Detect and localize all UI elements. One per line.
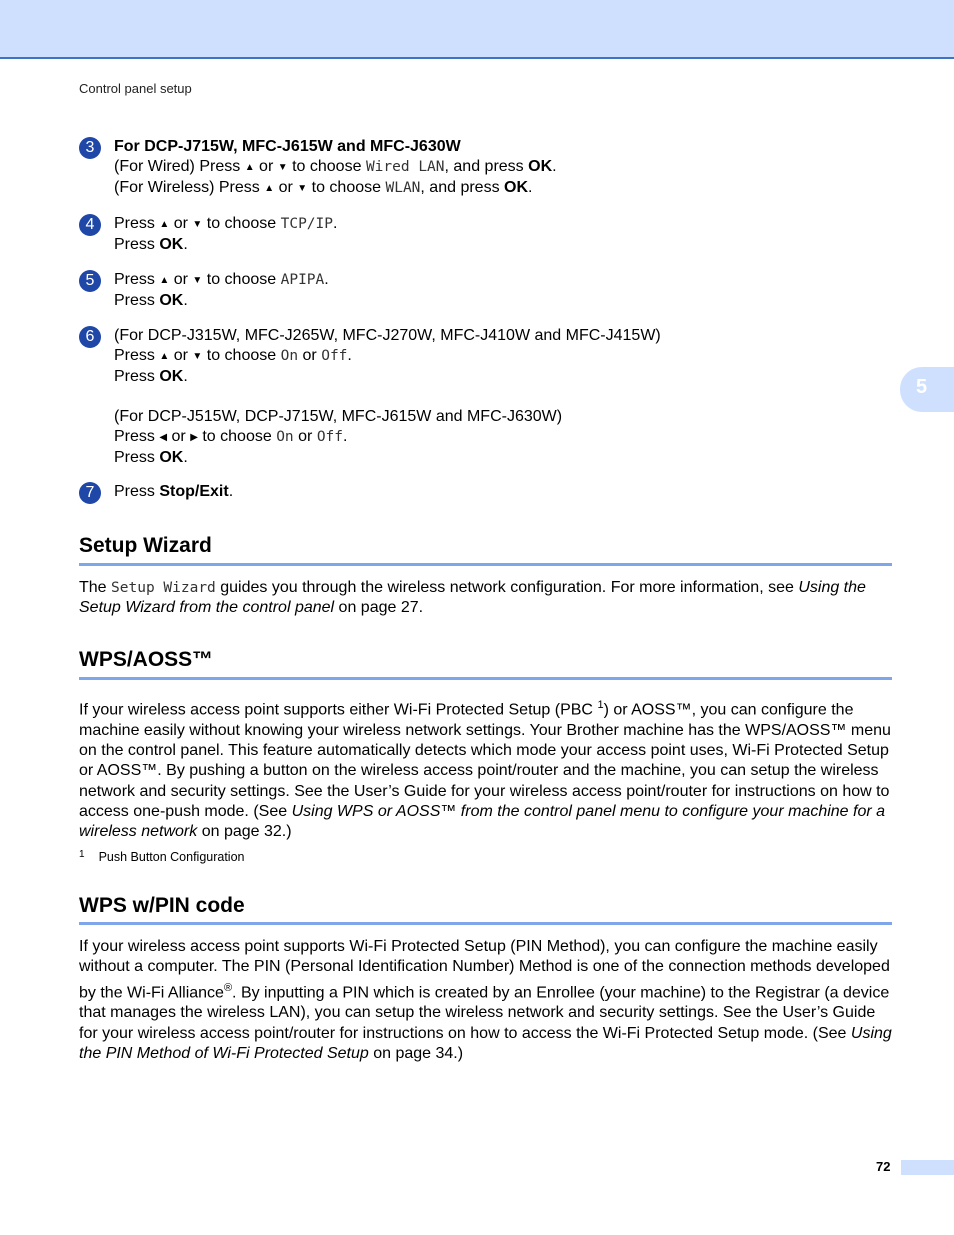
header-band [0,0,954,59]
menu-option: TCP/IP [280,216,333,232]
key-name: OK [159,236,184,253]
step-text: or [298,428,313,445]
step-text: or [173,347,188,364]
section-heading-setup-wizard: Setup Wizard [79,534,212,557]
step-text: or [278,179,293,196]
menu-option: On [276,429,294,445]
up-arrow-icon: ▲ [244,162,255,173]
para-text: on page 34.) [373,1044,464,1062]
step-text: (For Wired) Press [114,158,241,175]
step-text: . [228,483,234,500]
step-text: to choose [311,179,382,196]
step-text: . [343,428,348,445]
down-arrow-icon: ▼ [277,162,288,173]
step-text: . [183,236,188,253]
footnote-number: 1 [79,849,85,860]
para-text: . By inputting a PIN which is created by an Enrollee (your machine) to the Registrar (a device that manages the wireless LAN), you can setup the wireless network and security settings. See the User’s Guide for your wireless access point/router for instructions on how to access the Wi-Fi Protected Setup mode. (See [79,983,890,1042]
step-badge: 6 [79,326,101,348]
up-arrow-icon: ▲ [159,275,170,286]
step-badge: 3 [79,137,101,159]
key-name: OK [159,449,184,466]
section-rule [79,677,892,680]
footnote [79,849,245,864]
page-number: 72 [876,1159,891,1174]
step-text: , and press [444,158,524,175]
step-text: (For Wireless) Press [114,179,260,196]
step-text: . [333,215,338,232]
section-heading-wps-pin: WPS w/PIN code [79,894,245,917]
step-text: . [347,347,352,364]
menu-option: WLAN [385,180,421,196]
step-text: Press [114,271,155,288]
wps-pin-paragraph [79,937,894,1064]
key-name: OK [528,158,553,175]
step-heading: For DCP-J715W, MFC-J615W and MFC-J630W [114,138,461,155]
key-name: OK [159,292,184,309]
para-text: on page 32.) [201,823,292,841]
step-text: to choose [206,271,277,288]
down-arrow-icon: ▼ [192,351,203,362]
key-name: OK [504,179,529,196]
step-text: to choose [206,215,277,232]
step-text: or [171,428,186,445]
step-text: or [173,215,188,232]
step-text: Press [114,428,155,445]
menu-option: Setup Wizard [111,580,216,596]
step-text: . [528,179,533,196]
menu-option: On [280,348,299,364]
model-list: (For DCP-J315W, MFC-J265W, MFC-J270W, MFC-J410W and MFC-J415W) [114,327,661,344]
step-text: Press [114,368,155,385]
running-head: Control panel setup [79,81,192,96]
chapter-number: 5 [916,376,928,398]
step-text: Press [114,483,155,500]
wps-aoss-paragraph [79,695,894,842]
down-arrow-icon: ▼ [192,219,203,230]
step-text: Press [114,236,155,253]
step-text: . [183,449,188,466]
step-text: or [173,271,188,288]
step-badge: 4 [79,214,101,236]
step-text: . [552,158,557,175]
para-text: guides you through the wireless network configuration. For more information, see [220,579,794,596]
key-name: OK [159,368,184,385]
step-text: Press [114,347,155,364]
step-text: or [259,158,274,175]
step-text: to choose [206,347,277,364]
section-rule [79,563,892,566]
menu-option: Off [321,348,348,364]
registered-mark: ® [223,981,233,994]
left-arrow-icon: ◀ [159,432,168,443]
step-text: Press [114,292,155,309]
up-arrow-icon: ▲ [159,351,170,362]
step-text: Press [114,449,155,466]
para-text: If your wireless access point supports Wi-Fi Protected Setup (PIN Method), you can configure the machine easily without a computer. The PIN (Personal Identification Number) Method is one of the connection methods developed by the Wi-Fi Alliance [79,938,890,1001]
section-heading-wps-aoss: WPS/AOSS™ [79,648,214,671]
para-text: If your wireless access point supports either Wi-Fi Protected Setup (PBC [79,701,593,719]
step-text: to choose [202,428,272,445]
key-name: Stop/Exit [159,483,229,500]
menu-option: Off [316,429,344,445]
para-text: on page 27. [338,599,424,617]
down-arrow-icon: ▼ [297,183,308,194]
step-text: or [302,347,317,364]
menu-option: APIPA [280,272,325,288]
section-rule [79,922,892,925]
cross-reference-link[interactable]: Using WPS or AOSS™ from the control panel menu to configure your machine for a wireless network [79,802,886,841]
setup-wizard-paragraph [79,578,894,619]
step-text: . [183,368,188,385]
step-text: , and press [420,179,500,196]
cross-reference-link[interactable]: Using the Setup Wizard from the control panel [79,579,866,617]
up-arrow-icon: ▲ [159,219,170,230]
step-text: Press [114,215,155,232]
up-arrow-icon: ▲ [264,183,275,194]
step-text: . [183,292,188,309]
step-badge: 5 [79,270,101,292]
menu-option: Wired LAN [365,159,445,175]
model-list: (For DCP-J515W, DCP-J715W, MFC-J615W and MFC-J630W) [114,408,563,425]
cross-reference-link[interactable]: Using the PIN Method of Wi-Fi Protected Setup [79,1024,892,1062]
page-tab [901,1160,954,1175]
right-arrow-icon: ▶ [190,432,198,443]
down-arrow-icon: ▼ [192,275,203,286]
para-text: The [79,579,107,596]
footnote-ref[interactable]: 1 [597,699,604,711]
para-text: ) or AOSS™, you can configure the machine easily without knowing your wireless network settings. Your Brother machine has the WPS/AOSS™ menu on the control panel. This feature automatically detects which mode your access point uses, Wi-Fi Protected Setup or AOSS™. By pushing a button on the wireless access point/router and the machine, you can setup the wireless network and security settings. See the User’s Guide for your wireless access point/router for instructions on how to access one-push mode. (See [79,701,891,820]
step-text: . [324,271,329,288]
footnote-text: Push Button Configuration [98,850,245,864]
step-badge: 7 [79,482,101,504]
step-text: to choose [292,158,362,175]
